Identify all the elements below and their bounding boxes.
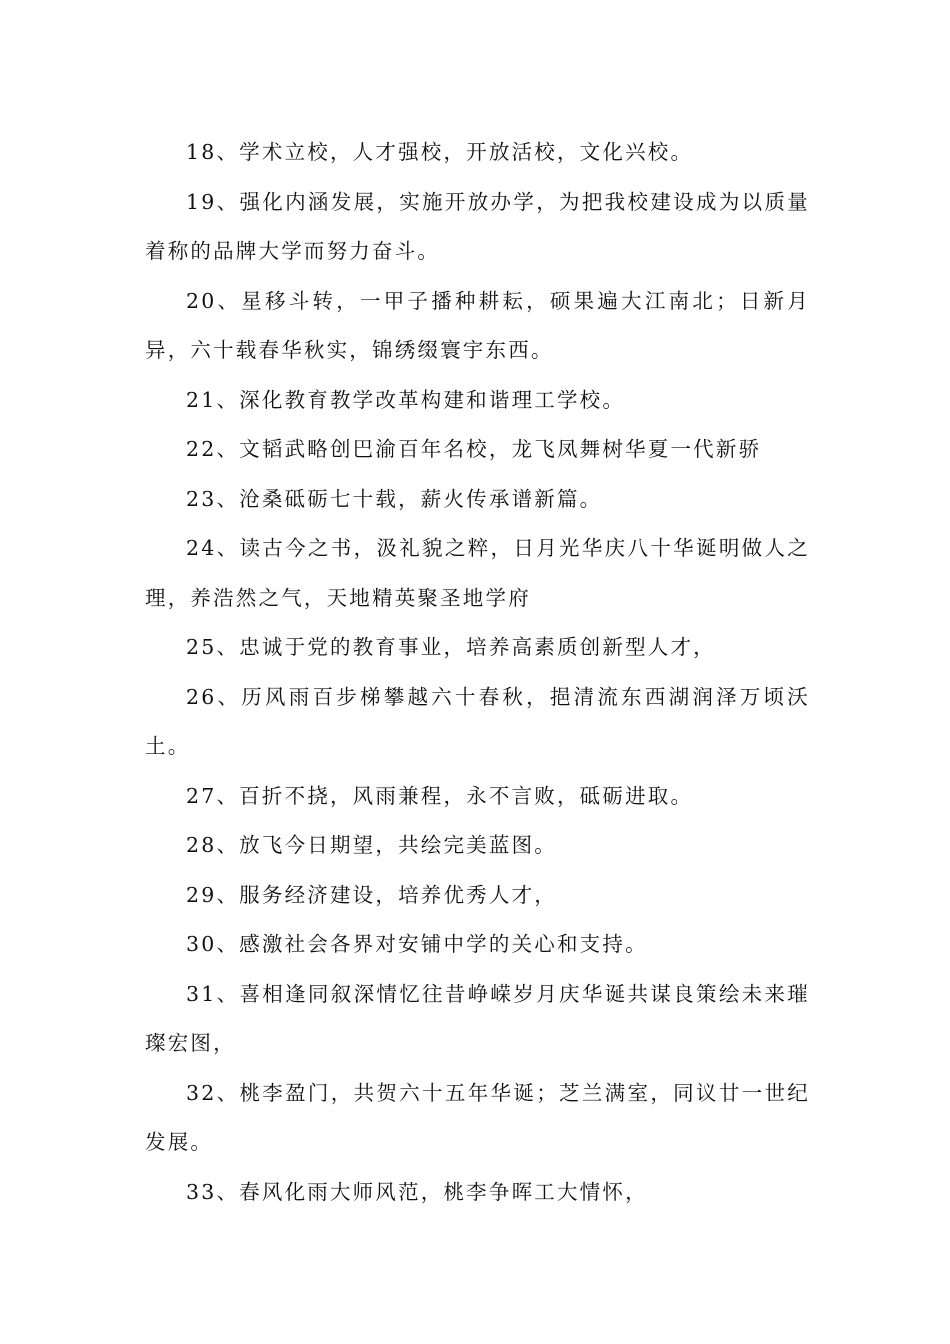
paragraph-18: 18、学术立校，人才强校，开放活校，文化兴校。	[186, 140, 694, 164]
paragraph-30: 30、感激社会各界对安铺中学的关心和支持。	[186, 932, 648, 956]
document-body	[145, 128, 810, 1217]
paragraph-21: 21、深化教育教学改革构建和谐理工学校。	[186, 387, 626, 412]
paragraph-26: 26、历风雨百步梯攀越六十春秋，挹清流东西湖润泽万顷沃土。	[145, 684, 810, 758]
paragraph-33: 33、春风化雨大师风范，桃李争晖工大情怀，	[186, 1179, 648, 1204]
paragraph-32: 32、桃李盈门，共贺六十五年华诞；芝兰满室，同议廿一世纪发展。	[145, 1080, 810, 1154]
paragraph-27: 27、百折不挠，风雨兼程，永不言败，砥砺进取。	[186, 783, 694, 808]
paragraph-25: 25、忠诚于党的教育事业，培养高素质创新型人才，	[186, 635, 716, 659]
paragraph-31: 31、喜相逢同叙深情忆往昔峥嵘岁月庆华诞共谋良策绘未来璀璨宏图，	[145, 981, 810, 1055]
paragraph-28: 28、放飞今日期望，共绘完美蓝图。	[186, 833, 557, 857]
paragraph-29: 29、服务经济建设，培养优秀人才，	[186, 882, 557, 907]
paragraph-20: 20、星移斗转，一甲子播种耕耘，硕果遍大江南北；日新月异，六十载春华秋实，锦绣缀寰宇东西。	[145, 288, 810, 362]
paragraph-19: 19、强化内涵发展，实施开放办学，为把我校建设成为以质量着称的品牌大学而努力奋斗。	[145, 189, 810, 263]
paragraph-23: 23、沧桑砥砺七十载，薪火传承谱新篇。	[186, 486, 603, 511]
paragraph-24: 24、读古今之书，汲礼貌之粹，日月光华庆八十华诞明做人之理，养浩然之气，天地精英聚圣地学府	[145, 536, 810, 610]
paragraph-22: 22、文韬武略创巴渝百年名校，龙飞凤舞树华夏一代新骄	[186, 437, 762, 461]
